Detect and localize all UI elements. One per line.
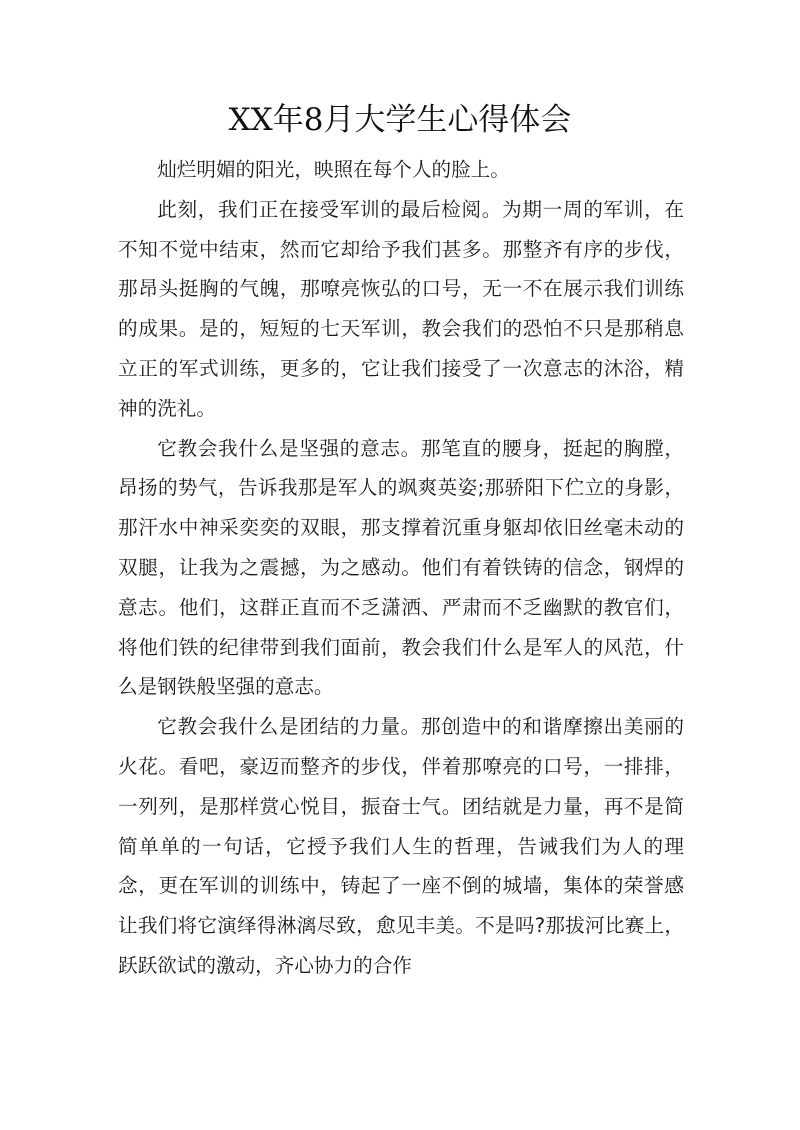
document-body: [118, 150, 684, 986]
paragraph-strong-will: 它教会我什么是坚强的意志。那笔直的腰身，挺起的胸膛，昂扬的势气，告诉我那是军人的飒爽英姿;那骄阳下伫立的身影，那汗水中神采奕奕的双眼，那支撑着沉重身躯却依旧丝毫未动的双腿，让我为之震撼，为之感动。他们有着铁铸的信念，钢焊的意志。他们，这群正直而不乏潇洒、严肃而不乏幽默的教官们，将他们铁的纪律带到我们面前，教会我们什么是军人的风范，什么是钢铁般坚强的意志。: [118, 436, 684, 699]
paragraph-unity-strength: 它教会我什么是团结的力量。那创造中的和谐摩擦出美丽的火花。看吧，豪迈而整齐的步伐，伴着那嘹亮的口号，一排排，一列列，是那样赏心悦目，振奋士气。团结就是力量，再不是简简单单的一句话，它授予我们人生的哲理，告诫我们为人的理念，更在军训的训练中，铸起了一座不倒的城墙，集体的荣誉感让我们将它演绎得淋漓尽致，愈见丰美。不是吗?那拔河比赛上，跃跃欲试的激动，齐心协力的合作: [118, 715, 684, 977]
paragraph-military-training: 此刻，我们正在接受军训的最后检阅。为期一周的军训，在不知不觉中结束，然而它却给予我们甚多。那整齐有序的步伐，那昂头挺胸的气魄，那嘹亮恢弘的口号，无一不在展示我们训练的成果。是的，短短的七天军训，教会我们的恐怕不只是那稍息立正的军式训练，更多的，它让我们接受了一次意志的沐浴，精神的洗礼。: [118, 197, 684, 420]
paragraph-intro: 灿烂明媚的阳光，映照在每个人的脸上。: [157, 158, 510, 181]
document-title: XX年8月大学生心得体会: [228, 102, 572, 138]
